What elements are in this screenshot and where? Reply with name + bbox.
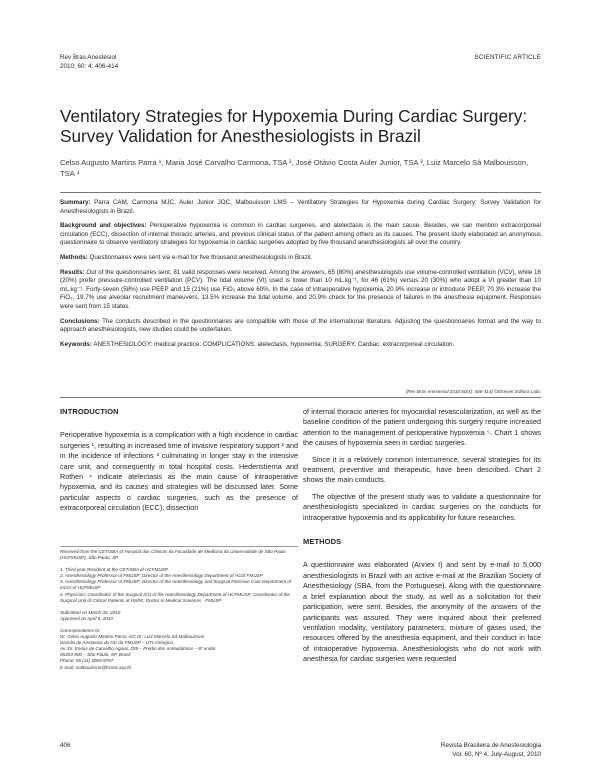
correspondence-line: 05403-900 – São Paulo, SP, Brasil — [60, 652, 131, 658]
body-paragraph: Since it is a relatively common intercurrence, several strategies for its treatment, preventive and therapeutic, have been described. Chart 2 shows the main conducts. — [303, 454, 541, 485]
correspondence-line: Dr. Celso Augusto Martins Parra; A/C Dr. Luiz Marcelo Sá Malbouisson — [60, 634, 205, 640]
footnote-4: 4. Physician; Coordinator of the Surgical ICU of the Anesthesiology Department of HCFMUSP; Coordinator of the Surgical Unit of Critical Patients of HSPE; Doctor in Medical Sciences - FMUSP — [60, 591, 290, 603]
correspondence-line: Av. Dr. Enéas de Carvalho Aguiar, 255 – Prédio dos Ambulatórios – 8º andar — [60, 646, 216, 652]
journal-abbrev: Rev Bras Anestesiol — [60, 54, 117, 61]
abstract-top-rule — [60, 192, 541, 193]
page-number: 406 — [60, 742, 71, 749]
section-label: SCIENTIFIC ARTICLE — [474, 54, 541, 61]
footnotes — [60, 549, 298, 671]
footer-journal: Revista Brasileira de Anestesiologia — [440, 742, 541, 749]
submitted-date: Submitted on March 30, 2010 — [60, 609, 121, 615]
abstract-methods: Methods: Questionnaires were sent via e-mail for five thousand anesthesiologists in Brazil. — [60, 253, 313, 261]
footer-volume: Vol. 60, Nº 4, July-August, 2010 — [452, 750, 541, 758]
abstract-background: Background and objectives: Perioperative hypoxemia is common in cardiac surgeries, and atelectasis is the main cause. Besides, we can mention extracorporeal circulation (ECC), dissection of internal thoracic arteries, and previous clinical status of the patient among others as its causes. The present study elaborated an anonymous questionnaire to observe ventilatory strategies for hypoxemia in cardiac surgeries adopted by five thousand anesthesiologists all over the country. — [60, 222, 541, 247]
article-title: Ventilatory Strategies for Hypoxemia During Cardiac Surgery: Survey Validation for Anesthesiologists in Brazil — [60, 106, 528, 146]
approved-date: Approved on April 5, 2010 — [60, 615, 113, 621]
footnote-2: 2. Anesthesiology Professor of FMUSP; Director of the Anesthesiology Department of HCof FMUSP — [60, 573, 263, 579]
introduction-paragraph: Perioperative hypoxemia is a complication with a high incidence in cardiac surgeries ¹, resulting in increased time of invasive respiratory support ² and in the incidence of infections ³ culminating in longer stay in the intensive care unit, and consequently in total hospital costs. Hedenstierna and Rothen ⁴ indicate atelectasis as the main cause of intraoperative hypoxemia, and its causes and strategies will be discussed later. Some particular aspects o cardiac surgeries, such as the presence of extracorporeal circulation (ECC), dissection — [60, 430, 298, 513]
correspondence-label: Correspondence to: — [60, 627, 101, 633]
abstract — [60, 199, 541, 355]
abstract-keywords: Keywords: ANESTHESIOLOGY: medical practice; COMPLICATIONS: atelectasis, hypoxemia; SURGERY, Cardiac: extracorporeal circulation. — [60, 340, 455, 348]
body-paragraph: of internal thoracic arteries for myocardial revascularization, as well as the baseline condition of the patient undergoing this surgery require increased attention to the management of perioperative hypoxemia ⁵. Chart 1 shows the causes of hypoxemia seen in cardiac surgeries. — [303, 407, 541, 448]
methods-heading: METHODS — [303, 537, 342, 547]
author-list: Celso Augusto Martins Parra ¹, Maria José Carvalho Carmona, TSA ², José Otávio Costa Auler Junior, TSA ³, Luiz Marcelo Sá Malbouisson, TSA ⁴ — [60, 158, 529, 178]
correspondence-email: E-mail: malbouisson@hcnet.usp.br — [60, 664, 132, 670]
body-paragraph: The objective of the present study was to validate a questionnaire for anesthesiologists specialized in cardiac surgeries on the conducts for intraoperative hypoxemia and its applicability for future researches. — [303, 491, 541, 522]
journal-citation: 2010; 60: 4: 406-414 — [60, 62, 119, 70]
correspondence-phone: Phone: 55 (11) 3069-8787 — [60, 658, 114, 664]
citation-line: [Rev Bras Anestesiol 2010;60(4): 406-414] ©Elsevier Editora Ltda. — [406, 389, 541, 394]
abstract-summary: Summary: Parra CAM, Carmona MJC, Auler Junior JOC, Malbouisson LMS – Ventilatory Strategies for Hypoxemia during Cardiac Surgery: Survey Validation for Anesthesiologists in Brazil. — [60, 199, 541, 215]
introduction-heading: INTRODUCTION — [60, 407, 119, 416]
received-from: Received from the CET/SBA of Hospital das Clínicas da Faculdade de Medicina da Universidade de São Paulo (HCFMUSP), São Paulo, SP — [60, 549, 286, 561]
running-footer — [441, 742, 541, 759]
abstract-results: Results: Out of the questionnaires sent, 81 valid responses were received. Among the answers, 65 (80%) anesthesiologists use volume-controlled ventilation (VCV), while 16 (20%) prefer pressure-controlled ventilation (PCV). The tidal volume (Vt) used is lower than 10 mL.kg⁻¹, for 46 (61%) versus 20 (30%) who adopt a Vt greater than 10 mL.kg⁻¹. Forty-seven (58%) use PEEP and 15 (21%) use FiO₂ above 60%. In the case of intraoperative hypoxemia, 20.9% increase or introduce PEEP, 70.3% increase the FiO₂, 19.7% use alveolar recruitment maneuvers, 13.5% increase the tidal volume, and 20.9% check for the presence of failures in the anesthesia equipment. Responses were sent from 15 states. — [60, 268, 541, 310]
abstract-conclusions: Conclusions: The conducts described in the questionnaires are compatible with those of the international literature. Adjusting the questionnaires format and the way to approach anesthesiologists, new studies could be undertaken. — [60, 317, 542, 334]
correspondence-line: Divisão de Anestesia do HC da FMUSP – UTI Cirúrgica — [60, 640, 173, 646]
footnote-rule — [60, 546, 298, 547]
footnote-3: 3. Anesthesiology Professor of FMUSP; Director of the Anesthesiology and Surgical Intensive Care Department of InCor of HCFMUSP — [60, 579, 292, 591]
abstract-bottom-rule — [60, 397, 541, 398]
running-header — [60, 54, 118, 71]
footnote-1: 1. Third year Resident at the CET/SBA of HCFMUSP — [60, 567, 168, 573]
left-column — [60, 407, 298, 520]
methods-paragraph: A questionnaire was elaborated (Annex I) and sent by e-mail to 5,000 anesthesiologists in Brazil with an active e-mail at the Brazilian Society of Anesthesiology (SBA, from the Portuguese). Along with the questionnaire a brief explanation about the study, as well as a solicitation for their participation, were sent. Besides, the anonymity of the answers of the participants was assured. They were inquired about their preferred ventilation modality, ventilatory parameters, mixture of gases used, the resources offered by the anesthesia equipment, and their conduct in face of intraoperative hypoxemia. Anesthesiologists who do not work with anesthesia for cardiac surgeries were requested — [303, 560, 541, 664]
right-column — [303, 407, 541, 671]
